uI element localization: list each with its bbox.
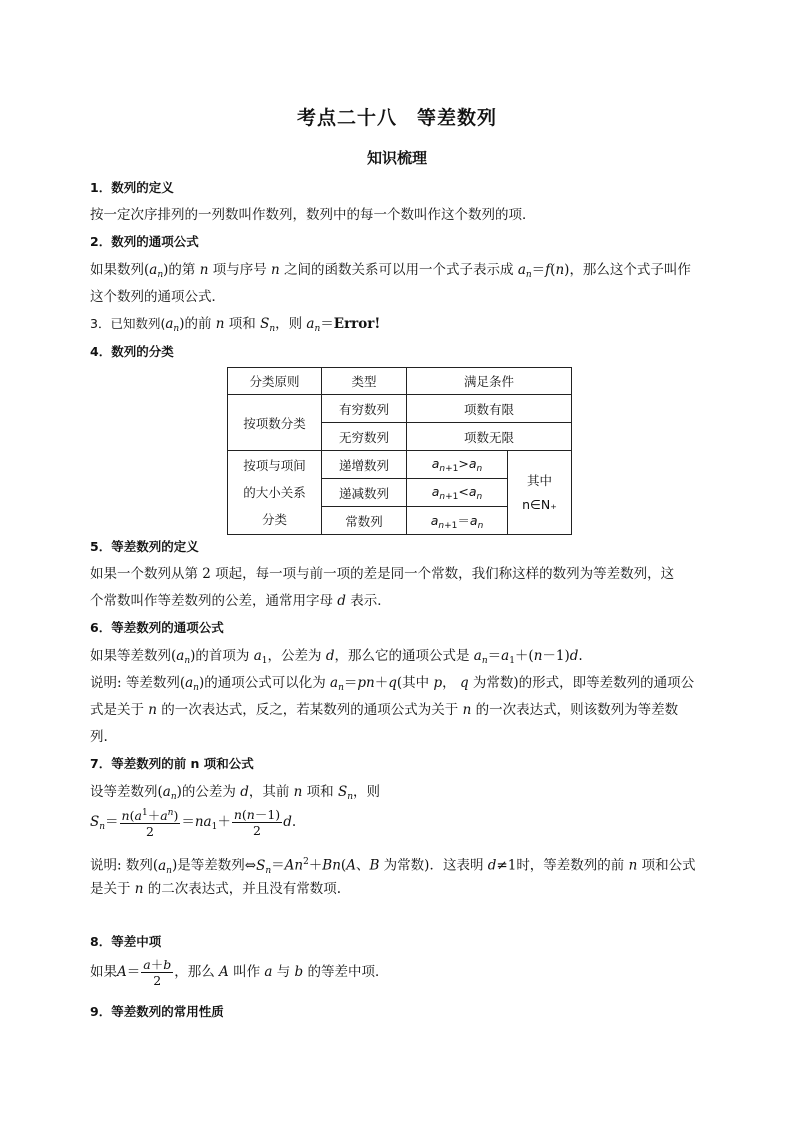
heading-5: 5．等差数列的定义 bbox=[90, 539, 199, 554]
para-6-line4: 列. bbox=[90, 729, 108, 745]
table-cell: 项数无限 bbox=[407, 423, 572, 451]
table-cell: $a_{n+1}>a_n$ bbox=[407, 451, 508, 479]
classification-table bbox=[227, 367, 572, 535]
table-cell: 常数列 bbox=[322, 507, 407, 535]
heading-6: 6．等差数列的通项公式 bbox=[90, 620, 224, 635]
table-cell: 有穷数列 bbox=[322, 395, 407, 423]
para-6-line3: 式是关于 n 的一次表达式，反之，若某数列的通项公式为关于 n 的一次表达式，则该数列为等差数 bbox=[90, 702, 679, 718]
heading-9: 9．等差数列的常用性质 bbox=[90, 1004, 224, 1019]
table-header: 类型 bbox=[322, 368, 407, 395]
table-cell: $a_{n+1}<a_n$ bbox=[407, 479, 508, 507]
para-7-line1: 设等差数列$(a_n)$的公差为 d，其前 n 项和 $S_n$，则 bbox=[90, 784, 381, 802]
section-subtitle: 知识梳理 bbox=[366, 149, 427, 167]
table-cell: 按项数分类 bbox=[228, 395, 322, 451]
para-3: 3．已知数列$(a_n)$的前 n 项和 $S_n$，则 $a_n=Error$! bbox=[90, 316, 381, 334]
heading-8: 8．等差中项 bbox=[90, 934, 162, 949]
table-cell: 项数有限 bbox=[407, 395, 572, 423]
heading-2: 2．数列的通项公式 bbox=[90, 234, 199, 249]
table-cell: 无穷数列 bbox=[322, 423, 407, 451]
para-1: 按一定次序排列的一列数叫作数列，数列中的每一个数叫作这个数列的项． bbox=[90, 207, 536, 223]
table-cell: 递增数列 bbox=[322, 451, 407, 479]
sum-formula: $S_n=$ $\frac{n(a^1+a^n)}{2}$ $=na_1+$ $\frac{n(n-1)}{2}$ d. bbox=[90, 807, 297, 840]
heading-4: 4．数列的分类 bbox=[90, 344, 174, 359]
table-cell: 递减数列 bbox=[322, 479, 407, 507]
para-7-line3: 说明: 数列$(a_n)$是等差数列$\Leftrightarrow S_n=An^2+Bn(A$、B 为常数)．这表明 d≠1时，等差数列的前 n 项和公式 bbox=[90, 857, 696, 876]
para-7-line4: 是关于 n 的二次表达式，并且没有常数项. bbox=[90, 881, 342, 897]
table-cell: 其中 n∈N₊ bbox=[508, 451, 572, 535]
para-2-line1: 如果数列$(a_n)$的第 n 项与序号 n 之间的函数关系可以用一个式子表示成 $a_n=f(n)$，那么这个式子叫作 bbox=[90, 262, 691, 280]
heading-7: 7．等差数列的前 n 项和公式 bbox=[90, 756, 254, 771]
heading-1: 1．数列的定义 bbox=[90, 180, 174, 195]
para-2-line2: 这个数列的通项公式． bbox=[90, 289, 225, 305]
para-8: 如果A＝ $\frac{a+b}{2}$ ，那么 A 叫作 a 与 b 的等差中项． bbox=[90, 957, 389, 988]
table-header: 分类原则 bbox=[228, 368, 322, 395]
para-5-line2: 个常数叫作等差数列的公差，通常用字母 d 表示． bbox=[90, 593, 391, 609]
para-6-line2: 说明: 等差数列$(a_n)$的通项公式可以化为 $a_n=pn+q$(其中 p， q 为常数)的形式，即等差数列的通项公 bbox=[90, 675, 695, 693]
para-6-line1: 如果等差数列$(a_n)$的首项为 $a_1$，公差为 d，那么它的通项公式是 $a_n=a_1+(n-1)d$. bbox=[90, 648, 583, 666]
table-cell: 按项与项间 的大小关系 分类 bbox=[228, 451, 322, 535]
para-5-line1: 如果一个数列从第 2 项起，每一项与前一项的差是同一个常数，我们称这样的数列为等差数列，这 bbox=[90, 566, 675, 582]
page-title: 考点二十八 等差数列 bbox=[296, 107, 497, 129]
table-header: 满足条件 bbox=[407, 368, 572, 395]
table-cell: $a_{n+1}=a_n$ bbox=[407, 507, 508, 535]
